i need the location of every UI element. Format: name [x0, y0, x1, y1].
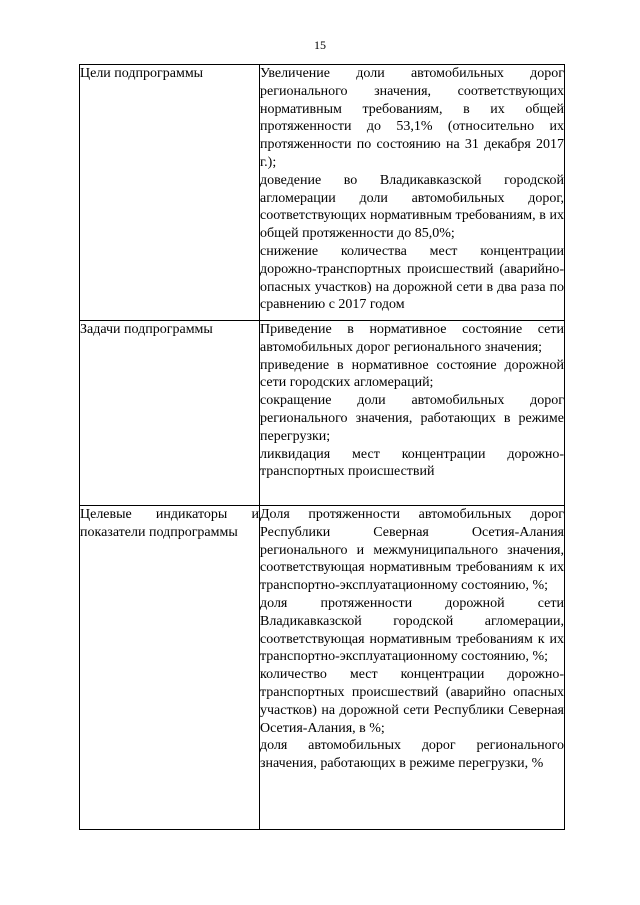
- row-label-indicators: [80, 506, 260, 830]
- row-content-indicators: [260, 506, 565, 830]
- table-row-goals: [80, 65, 565, 321]
- goal-item-2: доведение во Владикавказской городской агломерации доли автомобильных дорог, соответствующих нормативным требованиям, в их общей протяженности до 85,0%;: [260, 172, 564, 242]
- task-item-4: ликвидация мест концентрации дорожно-транспортных происшествий: [260, 446, 564, 480]
- row-content-tasks: [260, 321, 565, 506]
- subprogram-passport-table: [79, 64, 565, 830]
- goal-item-1: Увеличение доли автомобильных дорог регионального значения, соответствующих нормативным требованиям, в их общей протяженности до 53,1% (относительно их протяженности по состоянию на 31 декабря 2017 г.);: [260, 66, 564, 170]
- goal-item-3: снижение количества мест концентрации дорожно-транспортных происшествий (аварийно-опасных участков) на дорожной сети в два раза по сравнению с 2017 годом: [260, 243, 564, 313]
- table-row-tasks: [80, 321, 565, 506]
- row-label-tasks: [80, 321, 260, 506]
- indicator-item-3: количество мест концентрации дорожно-транспортных происшествий (аварийно опасных участков) на дорожной сети Республики Северная Осетия-Алания, в %;: [260, 667, 564, 736]
- indicator-item-1: Доля протяженности автомобильных дорог Республики Северная Осетия-Алания регионального и межмуниципального значения, соответствующая нормативным требованиям к их транспортно-эксплуатационному состоянию, %;: [260, 507, 564, 594]
- task-item-1: Приведение в нормативное состояние сети автомобильных дорог регионального значения;: [260, 322, 564, 355]
- row-label-text: Задачи подпрограммы: [80, 322, 213, 337]
- row-label-goals: [80, 65, 260, 321]
- row-label-text: Цели подпрограммы: [80, 66, 204, 81]
- task-item-3: сокращение доли автомобильных дорог регионального значения, работающих в режиме перегрузки;: [260, 393, 564, 444]
- page-number: 15: [314, 38, 326, 52]
- row-content-goals: [260, 65, 565, 321]
- indicator-item-2: доля протяженности дорожной сети Владикавказской городской агломерации, соответствующая нормативным требованиям к их транспортно-эксплуатационному состоянию, %;: [260, 595, 564, 665]
- row-label-text: Целевые индикаторы и показатели подпрограммы: [80, 507, 259, 540]
- indicator-item-4: доля автомобильных дорог регионального значения, работающих в режиме перегрузки, %: [260, 738, 564, 772]
- task-item-2: приведение в нормативное состояние дорожной сети городских агломераций;: [260, 357, 564, 391]
- table-row-indicators: [80, 506, 565, 830]
